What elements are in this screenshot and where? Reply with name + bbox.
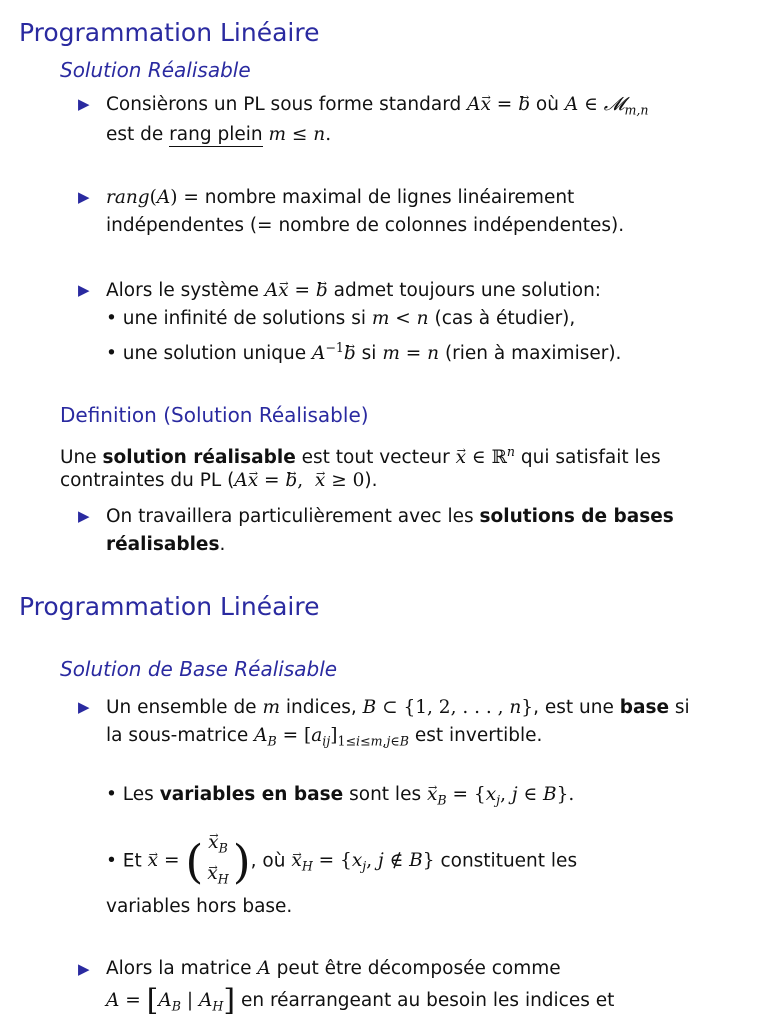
bullet-triangle-icon: ▶ xyxy=(78,188,90,206)
bullet-triangle-icon: ▶ xyxy=(78,698,90,716)
slide1-bullet2-line2: indépendentes (= nombre de colonnes indépendentes). xyxy=(106,215,625,236)
bullet-triangle-icon: ▶ xyxy=(78,507,90,525)
definition-line2: contraintes du PL (A→ x = → b, → x ≥ 0). xyxy=(60,470,378,492)
slide2-variables-en-base: • Les variables en base sont les → $x_B = \{x_j$, j ∈ B}. xyxy=(106,784,574,811)
slide1-bullet1-line1: Consièrons un PL sous forme standard A→ x = → b où A ∈ 𝓜$_{m,n}$ xyxy=(106,94,648,121)
rang-plein-underlined: rang plein xyxy=(169,124,263,145)
slide2-title: Programmation Linéaire xyxy=(19,592,320,621)
slide2-subtitle: Solution de Base Réalisable xyxy=(60,657,338,681)
slide1-bullet3-line3: • une solution unique $A^{-1}\to b$ si m = n (rien à maximiser). xyxy=(106,337,621,365)
slide2-bullet1-line1: Un ensemble de m indices, B ⊂ {1, 2, . . . , n}, est une base si xyxy=(106,697,690,718)
definition-line1: Une solution réalisable est tout vecteur → x ∈ ℝ$^n$ qui satisfait les xyxy=(60,441,661,469)
slide2-bullet1-line2: la sous-matrice $A_B = [a_{ij}]_{1\le i\le m,j\in B}$ est invertible. xyxy=(106,725,543,749)
slide1-subtitle: Solution Réalisable xyxy=(60,58,251,82)
slide1-title: Programmation Linéaire xyxy=(19,18,320,47)
slide2-hors-base: variables hors base. xyxy=(106,896,293,917)
definition-bullet-line1: On travaillera particulièrement avec les solutions de bases xyxy=(106,506,674,527)
definition-bullet-line2: réalisables. xyxy=(106,534,226,555)
slide1-bullet3-line1: Alors le système A→ x = → b admet toujours une solution: xyxy=(106,280,601,302)
bullet-triangle-icon: ▶ xyxy=(78,95,90,113)
bullet-triangle-icon: ▶ xyxy=(78,960,90,978)
slide2-bullet2-line2: $A = [A_B$ | $A_H$] en réarrangeant au besoin les indices et xyxy=(106,983,615,1018)
bullet-triangle-icon: ▶ xyxy=(78,281,90,299)
definition-title: Definition (Solution Réalisable) xyxy=(60,403,369,427)
slide1-bullet3-line2: • une infinité de solutions si m < n (cas à étudier), xyxy=(106,308,576,329)
slide2-bullet2-line1: Alors la matrice A peut être décomposée comme xyxy=(106,958,561,979)
slide2-x-decomposition: • Et → x = (→ $x_B$ → $x_H$), où → $x_H = \{x_j$, j ∉ B} constituent les xyxy=(106,830,577,886)
slide1-bullet2-line1: rang(A) = nombre maximal de lignes linéairement xyxy=(106,187,575,208)
slide1-bullet1-line2: est de rang plein m ≤ n. xyxy=(106,124,332,145)
